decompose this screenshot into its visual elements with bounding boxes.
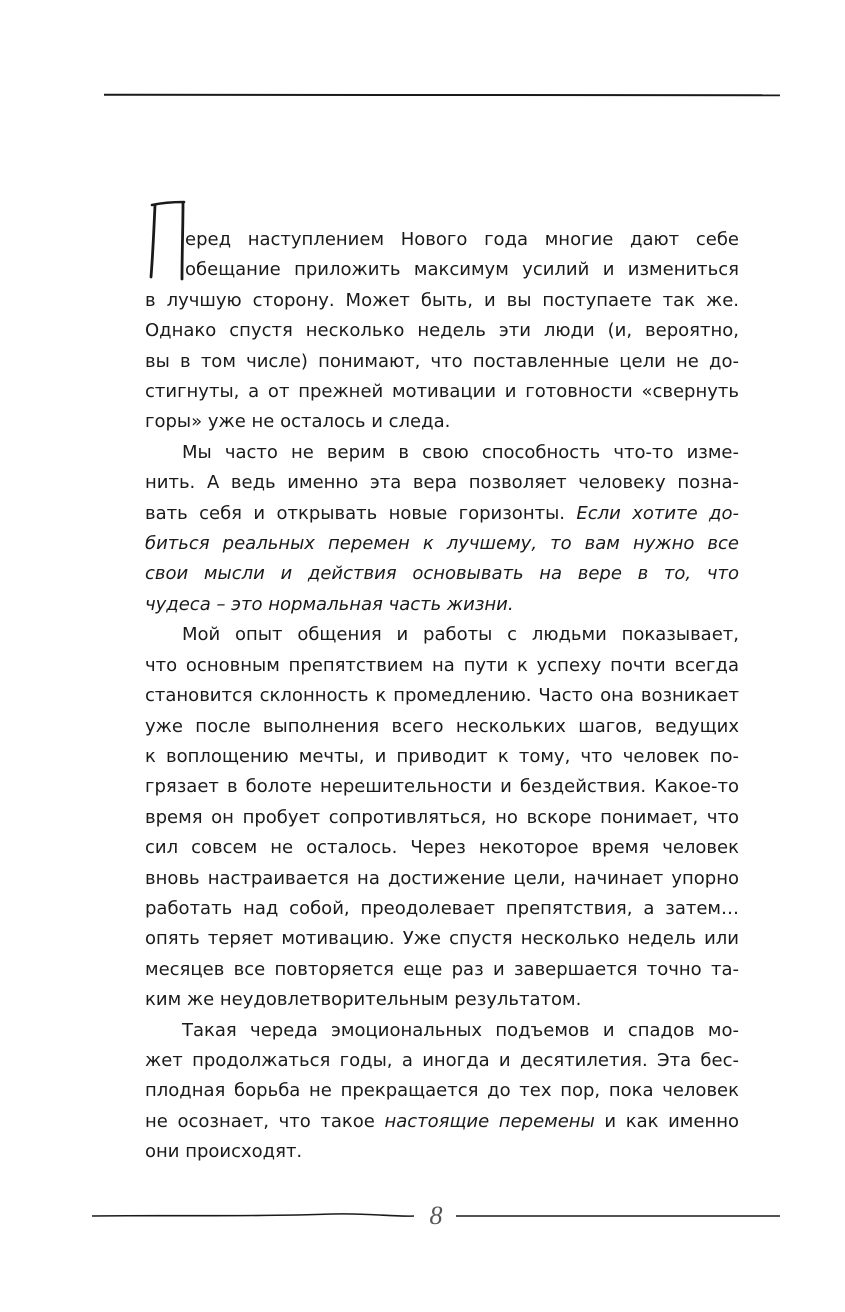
header-rule (104, 94, 780, 97)
italic-line: биться реальных перемен к лучшему, то вам нужно все (145, 533, 739, 555)
text-line: стигнуты, а от прежней мотивации и готовности «свернуть (145, 381, 739, 403)
text-line: Мы часто не верим в свою способность что-то изме- (182, 441, 739, 463)
paragraph-2 (145, 438, 739, 620)
text-line: Однако спустя несколько недель эти люди (и, вероятно, (145, 320, 739, 342)
body-text (145, 225, 739, 1168)
paragraph-1 (145, 225, 739, 438)
text-line: опять теряет мотивацию. Уже спустя несколько недель или (145, 928, 739, 950)
text-line: еред наступлением Нового года многие дают себе (185, 229, 739, 250)
text-segment: и как именно (594, 1110, 739, 1132)
text-line: сил совсем не осталось. Через некоторое время человек (145, 837, 739, 859)
text-line: в лучшую сторону. Может быть, и вы поступаете так же. (145, 289, 739, 311)
page-number: 8 (429, 1201, 443, 1230)
text-line: грязает в болоте нерешительности и бездействия. Какое-то (145, 776, 739, 798)
text-line: к воплощению мечты, и приводит к тому, что человек по- (145, 745, 739, 767)
text-line: Мой опыт общения и работы с людьми показывает, (182, 624, 739, 646)
text-line: месяцев все повторяется еще раз и завершается точно та- (145, 958, 739, 980)
italic-line: свои мысли и действия основывать на вере в то, что (145, 563, 739, 585)
text-line: Такая череда эмоциональных подъемов и спадов мо- (182, 1019, 739, 1041)
text-line (145, 1107, 739, 1137)
text-line (145, 499, 739, 529)
text-line: плодная борьба не прекращается до тех пор, пока человек (145, 1080, 739, 1102)
text-line: обещание приложить максимум усилий и измениться (185, 259, 739, 281)
text-line: что основным препятствием на пути к успеху почти всегда (145, 654, 739, 676)
text-line: становится склонность к промедлению. Часто она возникает (145, 685, 739, 707)
text-line: уже после выполнения всего нескольких шагов, ведущих (145, 715, 739, 737)
text-line: вы в том числе) понимают, что поставленные цели не до- (145, 350, 739, 372)
text-line: ким же неудовлетворительным результатом. (145, 989, 582, 1011)
text-line: вновь настраивается на достижение цели, начинает упорно (145, 867, 739, 889)
text-line: время он пробует сопротивляться, но вскоре понимает, что (145, 806, 739, 828)
text-line: нить. А ведь именно эта вера позволяет человеку позна- (145, 472, 739, 494)
italic-line: чудеса – это нормальная часть жизни. (145, 593, 514, 615)
text-line: горы» уже не осталось и следа. (145, 411, 451, 433)
italic-segment: настоящие перемены (384, 1110, 595, 1132)
text-segment: вать себя и открывать новые горизонты. (145, 502, 577, 524)
text-line: они происходят. (145, 1141, 303, 1163)
text-line: жет продолжаться годы, а иногда и десятилетия. Эта бес- (145, 1049, 739, 1071)
paragraph-4 (145, 1016, 739, 1168)
footer-rule-right (456, 1216, 780, 1217)
page-footer (92, 1198, 780, 1234)
italic-segment: Если хотите до- (576, 502, 739, 524)
paragraph-3 (145, 620, 739, 1015)
text-line: работать над собой, преодолевает препятствия, а затем… (145, 897, 739, 919)
text-segment: не осознает, что такое (145, 1110, 385, 1132)
footer-rule-left (92, 1214, 414, 1216)
